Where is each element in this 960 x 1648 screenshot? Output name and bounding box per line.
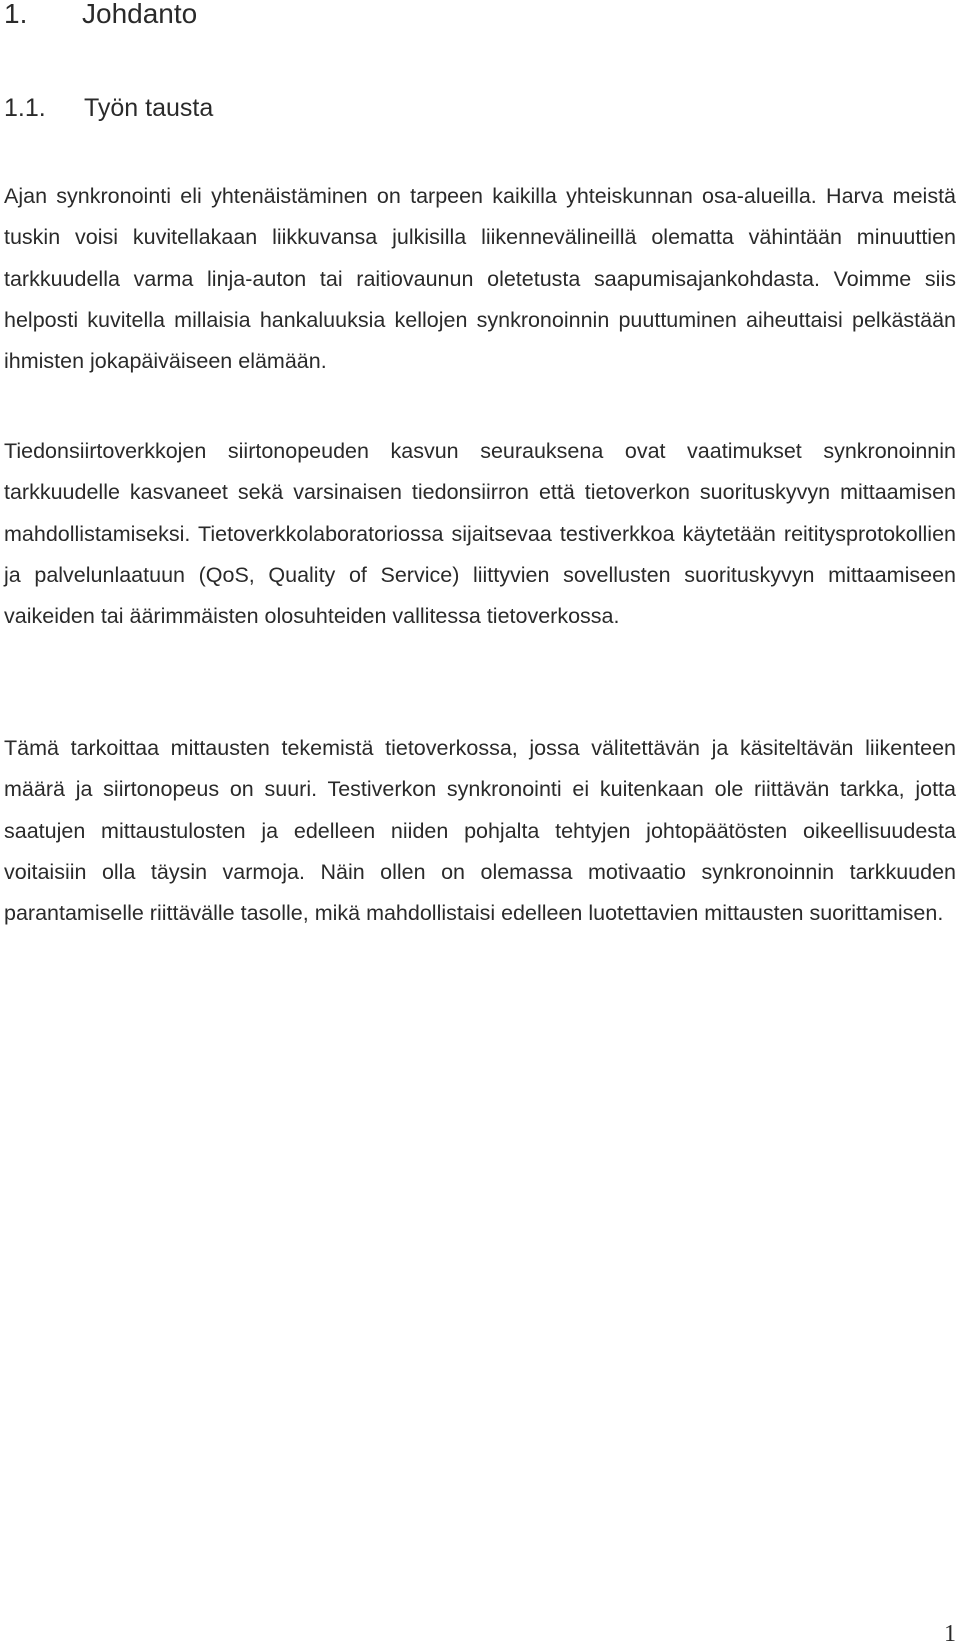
chapter-title: Johdanto <box>82 0 198 29</box>
page-number: 1 <box>944 1621 956 1647</box>
section-title: Työn tausta <box>84 94 214 122</box>
body-paragraph-1: Ajan synkronointi eli yhtenäistäminen on tarpeen kaikilla yhteiskunnan osa-alueilla. Harva meistä tuskin voisi kuvitellakaan liikkuvansa julkisilla liikennevälineillä olematta vähintään minuuttien tarkkuudella varma linja-auton tai raitiovaunun oletetusta saapumisajankohdasta. Voimme siis helposti kuvitella millaisia hankaluuksia kellojen synkronoinnin puuttuminen aiheuttaisi pelkästään ihmisten jokapäiväiseen elämään. <box>4 184 956 374</box>
body-paragraph-2: Tiedonsiirtoverkkojen siirtonopeuden kasvun seurauksena ovat vaatimukset synkronoinnin tarkkuudelle kasvaneet sekä varsinaisen tiedonsiirron että tietoverkon suorituskyvyn mittaamisen mahdollistamiseksi. Tietoverkkolaboratoriossa sijaitsevaa testiverkkoa käytetään reititysprotokollien ja palvelunlaatuun (QoS, Quality of Service) liittyvien sovellusten suorituskyvyn mittaamiseen vaikeiden tai äärimmäisten olosuhteiden vallitessa tietoverkossa. <box>4 439 956 629</box>
chapter-heading <box>4 0 197 32</box>
body-paragraph-3: Tämä tarkoittaa mittausten tekemistä tietoverkossa, jossa välitettävän ja käsiteltävän liikenteen määrä ja siirtonopeus on suuri. Testiverkon synkronointi ei kuitenkaan ole riittävän tarkka, jotta saatujen mittaustulosten ja edelleen niiden pohjalta tehtyjen johtopäätösten oikeellisuudesta voitaisiin olla täysin varmoja. Näin ollen on olemassa motivaatio synkronoinnin tarkkuuden parantamiselle riittävälle tasolle, mikä mahdollistaisi edelleen luotettavien mittausten suorittamisen. <box>4 736 956 926</box>
section-number: 1.1. <box>4 94 46 122</box>
section-heading <box>4 91 213 125</box>
chapter-number: 1. <box>4 0 28 29</box>
